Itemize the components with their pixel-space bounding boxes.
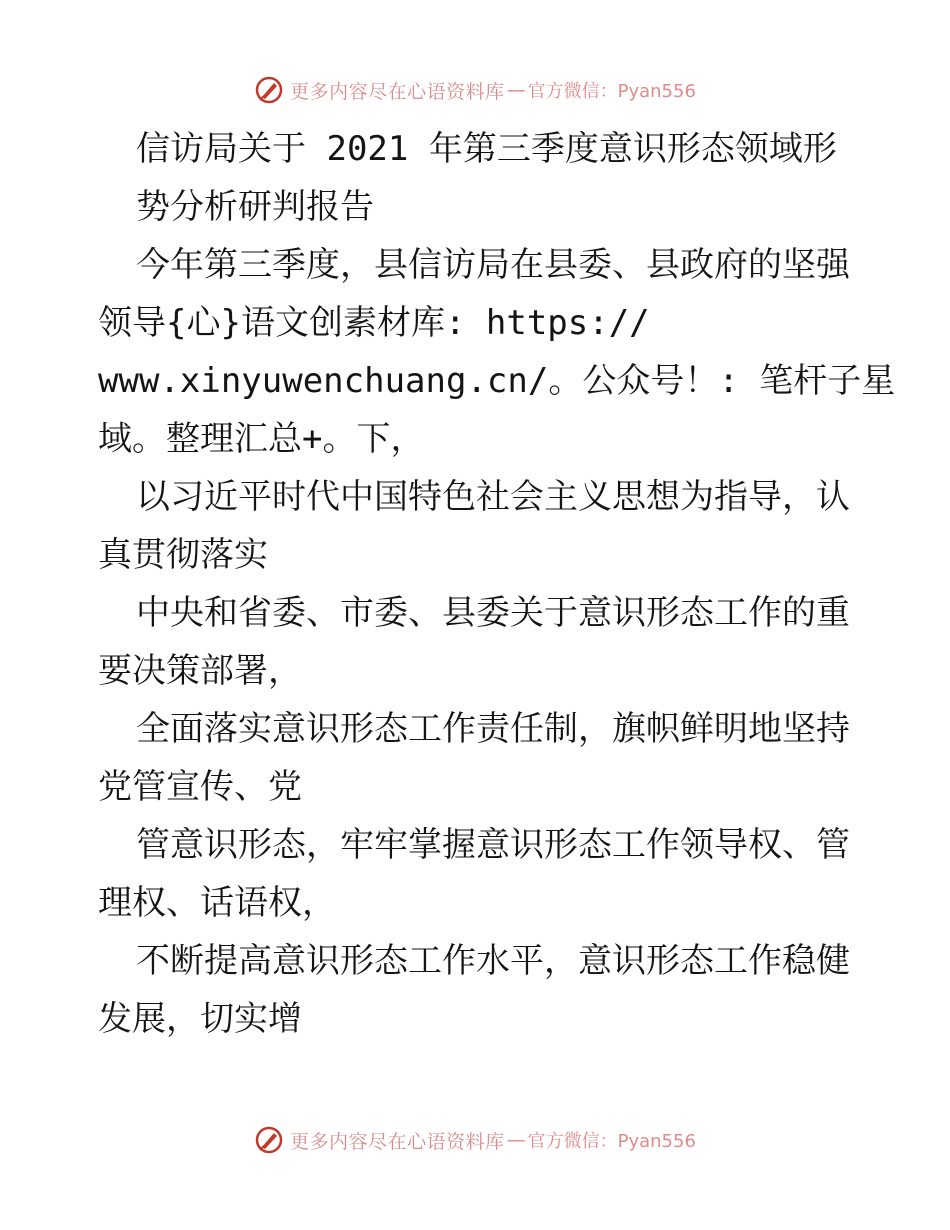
footer-banner-wechat: 官方微信：Pyan556 [527, 1131, 696, 1152]
paragraph-5-line-1: 管意识形态，牢牢掌握意识形态工作领导权、管 [136, 825, 850, 865]
pen-logo-icon [254, 1125, 284, 1155]
header-banner [0, 72, 950, 108]
doc-title-line-1: 信访局关于 2021 年第三季度意识形态领域形 [136, 129, 837, 169]
pen-logo-icon [254, 75, 284, 105]
paragraph-2-line-2: 真贯彻落实 [98, 535, 268, 575]
paragraph-1-line-3: www.xinyuwenchuang.cn/。公众号！: 笔杆子星 [98, 361, 896, 401]
paragraph-6-line-1: 不断提高意识形态工作水平，意识形态工作稳健 [136, 941, 850, 981]
doc-title-line-2: 势分析研判报告 [136, 187, 374, 227]
header-banner-dash: — [506, 79, 526, 101]
paragraph-1-line-4: 域。整理汇总+。下， [98, 419, 425, 459]
footer-banner-text: 更多内容尽在心语资料库 [290, 1130, 505, 1153]
header-banner-wechat: 官方微信：Pyan556 [527, 81, 696, 102]
paragraph-6-line-2: 发展，切实增 [98, 999, 302, 1039]
paragraph-4-line-1: 全面落实意识形态工作责任制，旗帜鲜明地坚持 [136, 709, 850, 749]
footer-banner [0, 1122, 950, 1158]
document-body [98, 120, 896, 1048]
header-banner-text: 更多内容尽在心语资料库 [290, 80, 505, 103]
paragraph-5-line-2: 理权、话语权， [98, 883, 336, 923]
paragraph-3-line-1: 中央和省委、市委、县委关于意识形态工作的重 [136, 593, 850, 633]
paragraph-4-line-2: 党管宣传、党 [98, 767, 302, 807]
footer-banner-dash: — [506, 1129, 526, 1151]
paragraph-2-line-1: 以习近平时代中国特色社会主义思想为指导，认 [136, 477, 850, 517]
paragraph-1-line-2: 领导{心}语文创素材库: https:// [98, 303, 650, 343]
paragraph-3-line-2: 要决策部署， [98, 651, 302, 691]
paragraph-1-line-1: 今年第三季度，县信访局在县委、县政府的坚强 [136, 245, 850, 285]
